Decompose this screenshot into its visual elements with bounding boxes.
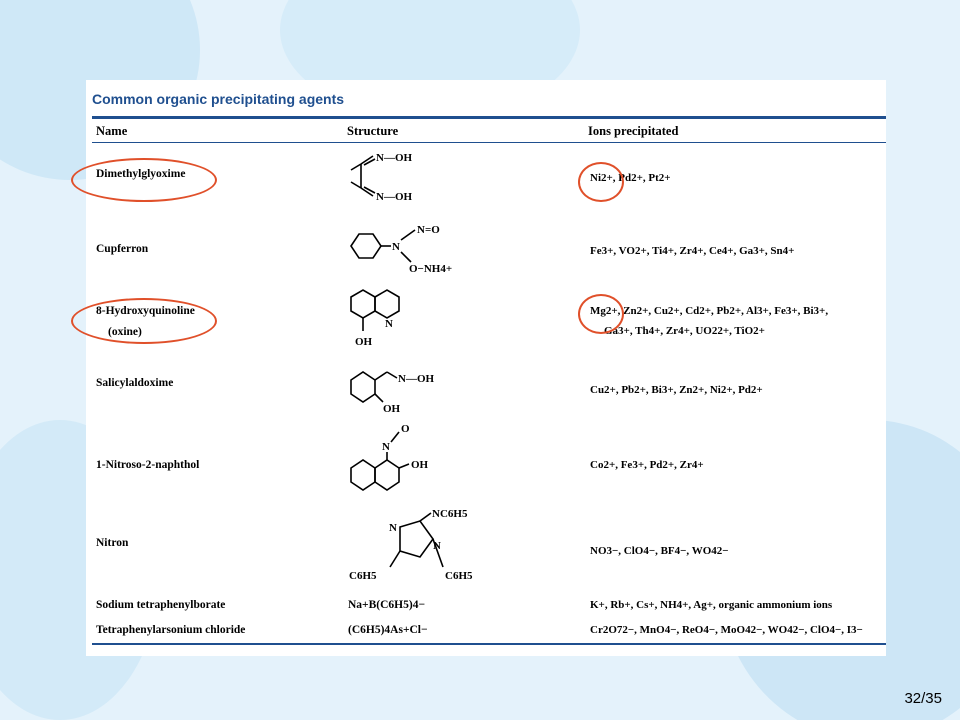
nitron-n2-label: N [433, 540, 441, 552]
nitron-nc-label: NC6H5 [432, 508, 468, 520]
top-rule [92, 116, 886, 119]
row-name-nitron: Nitron [96, 537, 129, 549]
page-number: 32/35 [904, 690, 942, 707]
row-ions-tetraphenylarsonium: Cr2O72−, MnO4−, ReO4−, MoO42−, WO42−, ClO4−, I3− [590, 624, 863, 636]
table-title: Common organic precipitating agents [92, 91, 345, 107]
structure-oxine [345, 285, 435, 355]
row-name-cupferron: Cupferron [96, 243, 149, 255]
nit-oh-label: OH [411, 459, 429, 471]
header-rule [92, 142, 886, 143]
cup-onh-label: O−NH4+ [409, 263, 453, 275]
structure-dimethylglyoxime [345, 148, 445, 208]
row-name-nitroso-naphthol: 1-Nitroso-2-naphthol [96, 459, 200, 471]
highlight-mg [578, 294, 624, 334]
row-name-dimethylglyoxime: Dimethylglyoxime [96, 168, 186, 180]
dmg-top-label: N—OH [376, 152, 413, 164]
dmg-bottom-label: N—OH [376, 191, 413, 203]
header-name: Name [96, 124, 128, 138]
highlight-ni [578, 162, 624, 202]
row-ions-nitroso-naphthol: Co2+, Fe3+, Pd2+, Zr4+ [590, 459, 704, 471]
sal-noh-label: N—OH [398, 373, 435, 385]
row-name-salicylaldoxime: Salicylaldoxime [96, 377, 174, 389]
nitron-c1-label: C6H5 [349, 570, 377, 582]
cup-no-label: N=O [417, 224, 440, 236]
row-ions-nitron: NO3−, ClO4−, BF4−, WO42− [590, 545, 729, 557]
structure-nitroso-naphthol [345, 420, 455, 500]
row-name-oxine: 8-Hydroxyquinoline [96, 305, 195, 317]
oxine-n-label: N [385, 318, 393, 330]
row-ions-cupferron: Fe3+, VO2+, Ti4+, Zr4+, Ce4+, Ga3+, Sn4+ [590, 245, 795, 257]
oxine-oh-label: OH [355, 336, 373, 348]
row-ions-dimethylglyoxime: Ni2+, Pd2+, Pt2+ [590, 172, 671, 184]
bottom-rule [92, 643, 886, 645]
row-ions-salicylaldoxime: Cu2+, Pb2+, Bi3+, Zn2+, Ni2+, Pd2+ [590, 384, 763, 396]
sal-oh-label: OH [383, 403, 401, 415]
nitron-c2-label: C6H5 [445, 570, 473, 582]
row-name-tetraphenylborate: Sodium tetraphenylborate [96, 599, 226, 611]
header-ions: Ions precipitated [588, 124, 679, 138]
row-name-oxine-alt: (oxine) [108, 326, 142, 338]
cup-n-label: N [392, 241, 400, 253]
structure-tetraphenylborate: Na+B(C6H5)4− [348, 599, 425, 611]
nit-o-label: O [401, 423, 410, 435]
row-ions-oxine: Mg2+, Zn2+, Cu2+, Cd2+, Pb2+, Al3+, Fe3+, Bi3+, [590, 305, 829, 317]
row-ions-tetraphenylborate: K+, Rb+, Cs+, NH4+, Ag+, organic ammonium ions [590, 599, 833, 611]
row-name-tetraphenylarsonium: Tetraphenylarsonium chloride [96, 624, 246, 636]
highlight-dimethylglyoxime [71, 158, 217, 202]
structure-nitron [345, 505, 495, 587]
structure-tetraphenylarsonium: (C6H5)4As+Cl− [348, 624, 428, 636]
header-structure: Structure [347, 124, 399, 138]
structure-salicylaldoxime [345, 362, 465, 416]
row-ions-oxine-line2: Ga3+, Th4+, Zr4+, UO22+, TiO2+ [604, 325, 765, 337]
structure-cupferron [345, 218, 475, 282]
nit-n-label: N [382, 441, 390, 453]
highlight-oxine [71, 298, 217, 344]
nitron-n1-label: N [389, 522, 397, 534]
